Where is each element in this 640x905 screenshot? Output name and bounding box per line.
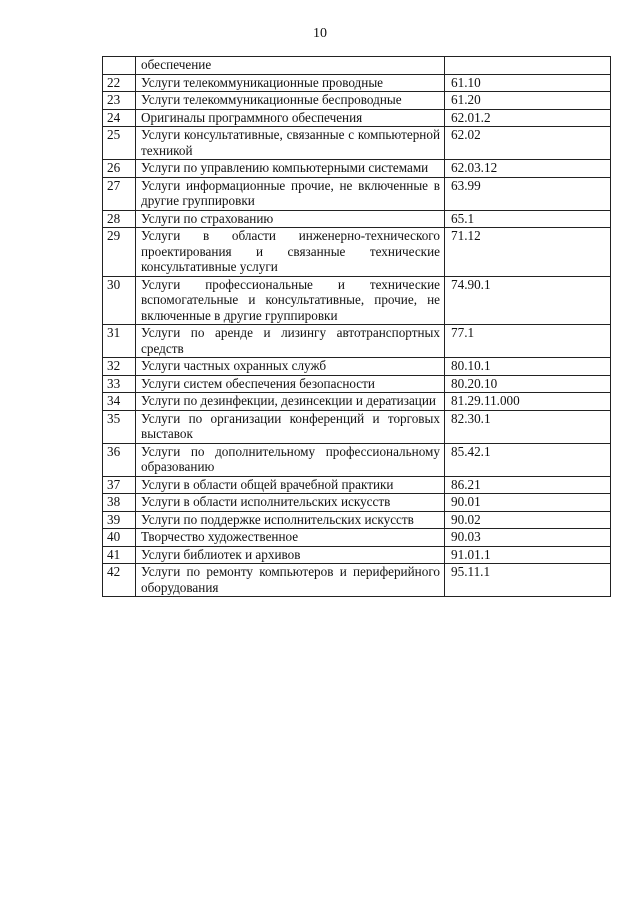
service-name: Оригиналы программного обеспечения — [136, 109, 445, 127]
row-number: 32 — [103, 358, 136, 376]
table-row — [103, 57, 611, 75]
row-number: 22 — [103, 74, 136, 92]
okved-code: 82.30.1 — [445, 410, 611, 443]
table-row — [103, 375, 611, 393]
table-row — [103, 92, 611, 110]
row-number: 42 — [103, 564, 136, 597]
row-number: 36 — [103, 443, 136, 476]
okved-code: 71.12 — [445, 228, 611, 277]
row-number: 39 — [103, 511, 136, 529]
okved-code: 62.03.12 — [445, 160, 611, 178]
row-number: 33 — [103, 375, 136, 393]
table-row — [103, 160, 611, 178]
service-name: Услуги телекоммуникационные беспроводные — [136, 92, 445, 110]
table-row — [103, 511, 611, 529]
row-number: 31 — [103, 325, 136, 358]
okved-code — [445, 57, 611, 75]
service-name: Услуги телекоммуникационные проводные — [136, 74, 445, 92]
okved-code: 61.20 — [445, 92, 611, 110]
service-name: Услуги по страхованию — [136, 210, 445, 228]
row-number: 29 — [103, 228, 136, 277]
row-number: 35 — [103, 410, 136, 443]
row-number: 25 — [103, 127, 136, 160]
service-name: Услуги информационные прочие, не включенные в другие группировки — [136, 177, 445, 210]
page-number: 10 — [313, 26, 327, 41]
service-name: Услуги по дезинфекции, дезинсекции и дератизации — [136, 393, 445, 411]
service-name: Творчество художественное — [136, 529, 445, 547]
services-table-container — [102, 56, 610, 597]
row-number: 30 — [103, 276, 136, 325]
table-row — [103, 276, 611, 325]
row-number: 28 — [103, 210, 136, 228]
table-row — [103, 494, 611, 512]
okved-code: 63.99 — [445, 177, 611, 210]
service-name: Услуги по дополнительному профессиональному образованию — [136, 443, 445, 476]
okved-code: 85.42.1 — [445, 443, 611, 476]
service-name: Услуги профессиональные и технические вспомогательные и консультативные, прочие, не включенные в другие группировки — [136, 276, 445, 325]
service-name: Услуги по управлению компьютерными системами — [136, 160, 445, 178]
services-table — [102, 56, 611, 597]
service-name: Услуги частных охранных служб — [136, 358, 445, 376]
table-row — [103, 393, 611, 411]
service-name: Услуги консультативные, связанные с компьютерной техникой — [136, 127, 445, 160]
service-name: Услуги в области общей врачебной практики — [136, 476, 445, 494]
okved-code: 65.1 — [445, 210, 611, 228]
row-number: 37 — [103, 476, 136, 494]
service-name: Услуги библиотек и архивов — [136, 546, 445, 564]
okved-code: 80.20.10 — [445, 375, 611, 393]
okved-code: 90.01 — [445, 494, 611, 512]
okved-code: 90.02 — [445, 511, 611, 529]
service-name: Услуги в области инженерно-технического проектирования и связанные технические консультативные услуги — [136, 228, 445, 277]
row-number: 26 — [103, 160, 136, 178]
service-name: Услуги по ремонту компьютеров и периферийного оборудования — [136, 564, 445, 597]
table-row — [103, 443, 611, 476]
row-number: 38 — [103, 494, 136, 512]
okved-code: 74.90.1 — [445, 276, 611, 325]
okved-code: 95.11.1 — [445, 564, 611, 597]
table-row — [103, 410, 611, 443]
table-row — [103, 529, 611, 547]
okved-code: 62.02 — [445, 127, 611, 160]
row-number: 40 — [103, 529, 136, 547]
table-row — [103, 127, 611, 160]
table-row — [103, 358, 611, 376]
row-number: 24 — [103, 109, 136, 127]
table-row — [103, 177, 611, 210]
service-name: Услуги в области исполнительских искусств — [136, 494, 445, 512]
okved-code: 61.10 — [445, 74, 611, 92]
okved-code: 90.03 — [445, 529, 611, 547]
table-row — [103, 325, 611, 358]
service-name: обеспечение — [136, 57, 445, 75]
service-name: Услуги по организации конференций и торговых выставок — [136, 410, 445, 443]
table-row — [103, 546, 611, 564]
service-name: Услуги систем обеспечения безопасности — [136, 375, 445, 393]
service-name: Услуги по аренде и лизингу автотранспортных средств — [136, 325, 445, 358]
okved-code: 80.10.1 — [445, 358, 611, 376]
table-row — [103, 109, 611, 127]
table-row — [103, 564, 611, 597]
table-row — [103, 74, 611, 92]
row-number: 27 — [103, 177, 136, 210]
row-number: 41 — [103, 546, 136, 564]
row-number: 23 — [103, 92, 136, 110]
row-number: 34 — [103, 393, 136, 411]
okved-code: 77.1 — [445, 325, 611, 358]
okved-code: 91.01.1 — [445, 546, 611, 564]
okved-code: 81.29.11.000 — [445, 393, 611, 411]
row-number — [103, 57, 136, 75]
okved-code: 86.21 — [445, 476, 611, 494]
table-row — [103, 228, 611, 277]
service-name: Услуги по поддержке исполнительских искусств — [136, 511, 445, 529]
table-row — [103, 476, 611, 494]
table-row — [103, 210, 611, 228]
okved-code: 62.01.2 — [445, 109, 611, 127]
